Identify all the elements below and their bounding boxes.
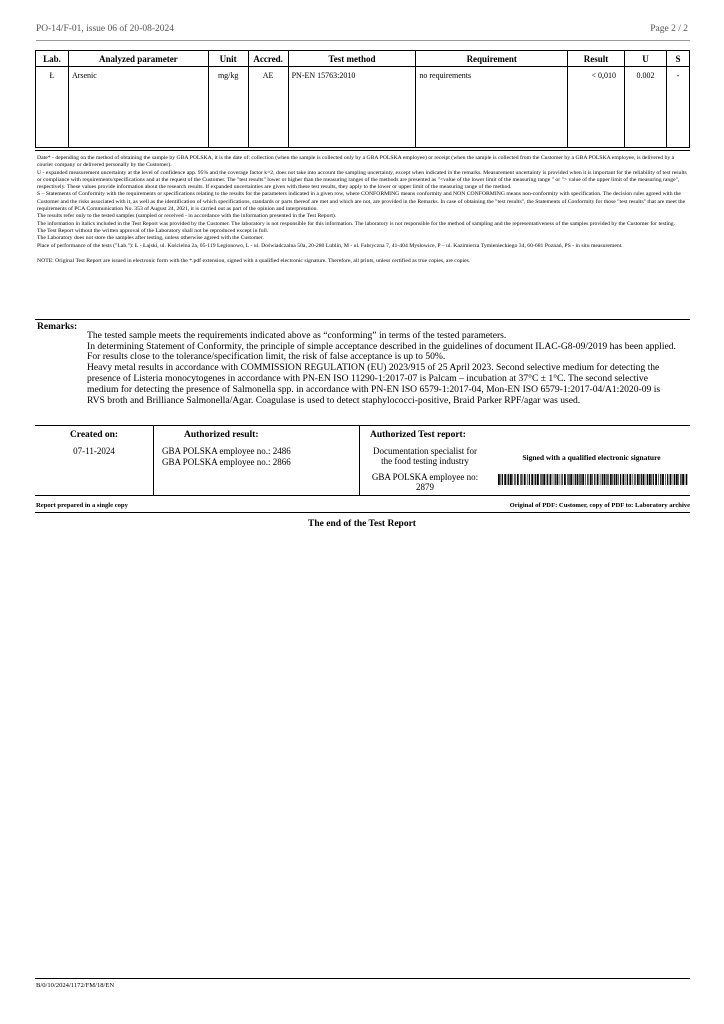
cell-method: PN-EN 15763:2010 xyxy=(288,67,416,148)
authorized-report-label: Authorized Test report: xyxy=(370,430,466,440)
header-divider xyxy=(36,40,690,41)
note-conformity: S – Statements of Conformity with the requirements or specifications relating to the results for the parameters indicated in a given row, where CONFORMING means conformity and NON CONFORMING means non-conformity with specification. The decision rules agreed with the Customer and the risks associated with it, as well as the identification of which specifications, standards or parts thereof are met and which are not, are provided in the Remarks. In case of obtaining the "test results", the Statements of Conformity for those "test results" that are meet the requirements of PCA Communication No. 353 of August 24, 2021, it is carried out as part of the opinion and interpretation. xyxy=(37,191,686,213)
report-code: B/0/10/2024/1172/FM/18/EN xyxy=(36,982,115,989)
authorized-report-role: Documentation specialist for xyxy=(373,446,477,456)
authorized-report-employee: GBA POLSKA employee no: xyxy=(371,472,479,482)
note-results-scope: The results refer only to the tested samples (sampled or received - in accordance with the information presented in the Test Report). xyxy=(37,213,337,220)
column-header-parameter: Analyzed parameter xyxy=(68,51,208,67)
created-date: 07-11-2024 xyxy=(73,446,115,456)
note-date: Date* - depending on the method of obtaining the sample by GBA POLSKA, it is the date of: collection (when the sample is collected only by a GBA POLSKA employee) or receipt (when the sample is collected from the Customer by a GBA POLSKA employee, is delivered by a courier company or delivered personally by the Customer). xyxy=(37,155,675,169)
cell-unit: mg/kg xyxy=(208,67,248,148)
note-reproduction: The Test Report without the written approval of the Laboratory shall not be reproduced except in full. xyxy=(37,227,269,234)
cell-lab: Ł xyxy=(36,67,69,148)
notes-section xyxy=(35,150,690,320)
authorized-result-employee: GBA POLSKA employee no.: 2486 xyxy=(162,446,291,456)
column-header-method: Test method xyxy=(288,51,416,67)
created-column xyxy=(35,426,153,495)
column-header-unit: Unit xyxy=(208,51,248,67)
remark-conformity: The tested sample meets the requirements indicated above as “conforming” in terms of the tested parameters. xyxy=(87,329,507,341)
results-table xyxy=(35,50,690,148)
single-copy-note: Report prepared in a single copy xyxy=(36,502,128,509)
pdf-distribution-note: Original of PDF: Customer, copy of PDF to: Laboratory archive xyxy=(509,502,690,509)
signature-column xyxy=(493,426,690,495)
barcode-icon xyxy=(498,474,688,485)
footer-divider xyxy=(35,512,690,513)
column-header-accred: Accred. xyxy=(248,51,288,67)
remark-decision-rule: In determining Statement of Conformity, the principle of simple acceptance described in the guidelines of document ILAC-G8-09/2019 has been applied. For results close to the tolerance/specification limit, the risk of false acceptance is up to 50%. xyxy=(87,340,676,363)
electronic-signature-text: Signed with a qualified electronic signature xyxy=(522,453,661,462)
column-header-lab: Lab. xyxy=(36,51,69,67)
remarks-body xyxy=(87,331,677,407)
note-italics: The information in italics included in the Test Report was provided by the Customer. The laboratory is not responsible for this information. The laboratory is not responsible for the method of sampling and the representativeness of the samples provided by the Customer for testing. xyxy=(37,220,676,227)
authorized-report-employee-number: 2879 xyxy=(416,482,434,492)
cell-requirement: no requirements xyxy=(416,67,568,148)
note-sample-storage: The Laboratory does not store the samples after testing, unless otherwise agreed with the Customer. xyxy=(37,235,264,242)
signature-block xyxy=(35,425,690,496)
cell-u: 0.002 xyxy=(625,67,667,148)
cell-accred: AE xyxy=(248,67,288,148)
column-header-requirement: Requirement xyxy=(416,51,568,67)
remark-methods: Heavy metal results in accordance with COMMISSION REGULATION (EU) 2023/915 of 25 April 2023. Second selective medium for detecting the presence of Listeria monocytogenes in accordance with PN-EN ISO 11290-1:2017-07 is Palcam – incubation at 37°C ± 1°C. The second selective medium for detecting the presence of Salmonella spp. in accordance with PN-EN ISO 6579-1:2017-04, Mon-EN ISO 6579-1:2017-04/A1:2020-09 is RVS broth and Brilliance Salmonella/Agar. Coagulase is used to detect staphylococci-positive, Braid Parker RPF/agar was used. xyxy=(87,362,661,406)
column-header-result: Result xyxy=(568,51,625,67)
column-header-u: U xyxy=(625,51,667,67)
remarks-section xyxy=(35,322,690,406)
table-row xyxy=(36,67,690,148)
cell-result: < 0,010 xyxy=(568,67,625,148)
note-uncertainty: U - expanded measurement uncertainty at the level of confidence app. 95% and the coverage factor k=2, does not take into account the sampling uncertainty, except when indicated in the remarks. Measurement uncertainty is provided when it is important for the reliability of test results or compliance with requirements/specifications and at the request of the Customer. The "test results" lower or higher than the measuring ranges of the methods are presented as "<value of the lower limit of the measuring range " or "> value of the upper limit of the measuring range", respectively. These values provide information about the research results. If expanded uncertainties are given with these test results, they apply to the lower or upper limit of the measuring range of the method. xyxy=(37,169,687,191)
note-electronic-original: NOTE: Original Test Report are issued in electronic form with the *.pdf extension, signed with a qualified electronic signature. Therefore, all prints, unless certified as true copies, are copies. xyxy=(37,257,471,264)
table-header-row xyxy=(36,51,690,67)
authorized-result-column xyxy=(153,426,359,495)
cell-parameter: Arsenic xyxy=(68,67,208,148)
column-header-s: S xyxy=(666,51,689,67)
page-number: Page 2 / 2 xyxy=(650,24,688,34)
authorized-report-column xyxy=(359,426,490,495)
authorized-report-role: the food testing industry xyxy=(381,456,469,466)
document-reference: PO-14/F-01, issue 06 of 20-08-2024 xyxy=(36,24,175,34)
note-test-locations: Place of performance of the tests ("Lab."): Ł - Łajski, ul. Kościelna 2a, 05-119 Legionowo, L - ul. Doświadczalna 50a, 20-280 Lublin, M - ul. Fabryczna 7, 41-404 Mysłowice, P – ul. Kazimierza Tymienieckiego 34, 60-681 Poznań, PS - in situ measurement. xyxy=(37,242,623,249)
authorized-result-label: Authorized result: xyxy=(184,430,259,440)
authorized-result-employee: GBA POLSKA employee no.: 2866 xyxy=(162,456,291,467)
page-footer-divider xyxy=(35,978,690,979)
cell-s: - xyxy=(666,67,689,148)
remarks-title: Remarks: xyxy=(37,322,78,332)
end-of-report: The end of the Test Report xyxy=(308,519,416,529)
created-label: Created on: xyxy=(69,430,119,440)
